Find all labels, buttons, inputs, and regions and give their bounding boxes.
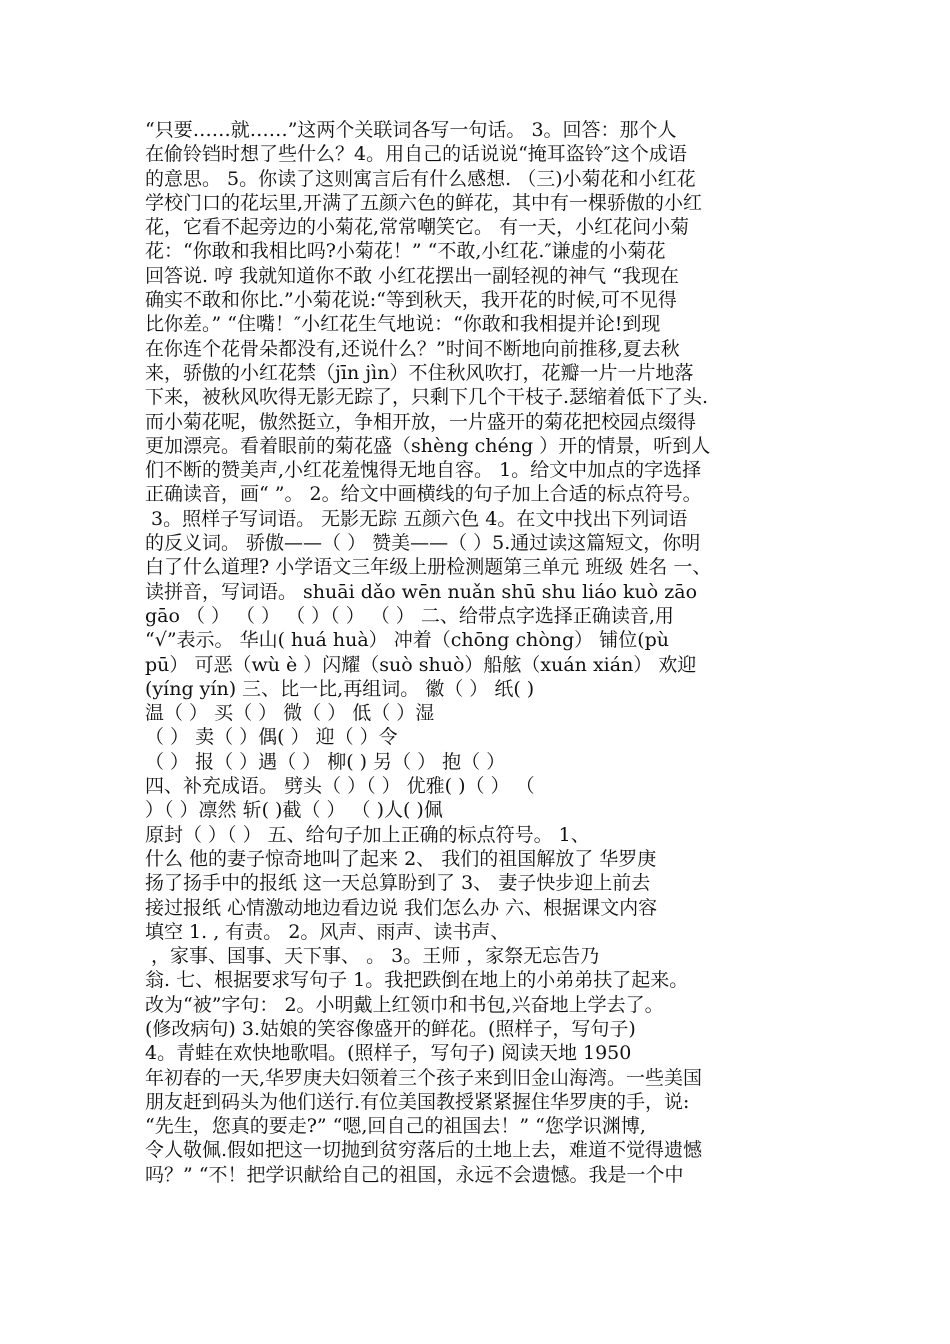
text-line: 4。青蛙在欢快地歌唱。(照样子，写句子) 阅读天地 1950 xyxy=(145,1042,632,1065)
text-line: 比你差。” “住嘴！″小红花生气地说：“你敢和我相提并论!到现 xyxy=(145,313,661,336)
text-line: “只要……就……”这两个关联词各写一句话。 3。回答：那个人 xyxy=(145,119,677,141)
text-line: 扬了扬手中的报纸 这一天总算盼到了 3、 妻子快步迎上前去 xyxy=(145,872,651,895)
text-line: 改为“被”字句： 2。小明戴上红领巾和书包,兴奋地上学去了。 xyxy=(145,993,664,1016)
text-line: 而小菊花呢，傲然挺立，争相开放，一片盛开的菊花把校园点缀得 xyxy=(145,410,697,433)
text-line: 确实不敢和你比.”小菊花说:“等到秋天，我开花的时候,可不见得 xyxy=(145,289,677,312)
text-line: 花，它看不起旁边的小菊花,常常嘲笑它。 有一天，小红花问小菊 xyxy=(145,216,690,239)
text-line: 朋友赶到码头为他们送行.有位美国教授紧紧握住华罗庚的手，说: xyxy=(145,1090,690,1113)
text-line: ）（ ）凛然 斩( )截（ ） （ )人( )佩 xyxy=(145,799,443,822)
text-line: 回答说. 哼 我就知道你不敢 小红花摆出一副轻视的神气 “我现在 xyxy=(145,264,679,287)
text-line: 的意思。 5。你读了这则寓言后有什么感想. （三)小菊花和小红花 xyxy=(145,167,696,190)
text-line: gāo （ ） （ ） （ ）（ ） （ ） 二、给带点字选择正确读音,用 xyxy=(145,604,674,627)
text-line: 下来，被秋风吹得无影无踪了，只剩下几个干枝子.瑟缩着低下了头. xyxy=(145,386,709,409)
text-line: （ ） 报（ ）遇（ ） 柳( ) 另（ ） 抱（ ） xyxy=(145,750,506,773)
text-line: 3。照样子写词语。 无影无踪 五颜六色 4。在文中找出下列词语 xyxy=(145,507,688,530)
text-line: 们不断的赞美声,小红花羞愧得无地自容。 1。给文中加点的字选择 xyxy=(145,459,702,482)
document-page xyxy=(145,118,813,1187)
text-line: (yíng yín) 三、比一比,再组词。 徽（ ） 纸( ) xyxy=(145,677,535,700)
text-line: ，家事、国事、天下事、 。 3。王师 ，家祭无忘告乃 xyxy=(145,945,600,968)
text-line: 吗？” “不！把学识献给自己的祖国，永远不会遗憾。我是一个中 xyxy=(145,1163,684,1186)
text-line: 在你连个花骨朵都没有,还说什么？”时间不断地向前推移,夏去秋 xyxy=(145,337,680,360)
text-line: 花：“你敢和我相比吗?小菊花！” “不敢,小红花.″谦虚的小菊花 xyxy=(145,240,666,263)
text-line: 读拼音，写词语。 shuāi dǎo wēn nuǎn shū shu liáo kuò zāo xyxy=(145,580,698,603)
text-line: 令人敬佩.假如把这一切抛到贫穷落后的土地上去，难道不觉得遗憾 xyxy=(145,1139,703,1162)
text-line: 接过报纸 心情激动地边看边说 我们怎么办 六、根据课文内容 xyxy=(145,896,658,919)
text-line: 的反义词。 骄傲——（ ） 赞美——（ ）5.通过读这篇短文，你明 xyxy=(145,532,701,555)
text-line: 学校门口的花坛里,开满了五颜六色的鲜花，其中有一棵骄傲的小红 xyxy=(145,191,703,214)
text-line: 填空 1. , 有责。 2。风声、雨声、读书声、 xyxy=(145,920,510,943)
text-line: 来，骄傲的小红花禁（jīn jìn）不住秋风吹打，花瓣一片一片地落 xyxy=(145,361,694,384)
text-line: 更加漂亮。看着眼前的菊花盛（shèng chéng ）开的情景，听到人 xyxy=(145,434,711,457)
text-line: 温（ ） 买（ ） 微（ ） 低（ ）湿 xyxy=(145,702,435,725)
text-line: 在偷铃铛时想了些什么？4。用自己的话说说“掩耳盗铃″这个成语 xyxy=(145,143,687,166)
text-line: pū） 可恶（wù è ）闪耀（suò shuò）船舷（xuán xián） 欢迎 xyxy=(145,653,697,676)
text-line: 四、补充成语。 劈头（ ）（ ） 优雅( )（ ） （ xyxy=(145,775,535,798)
text-line: 白了什么道理? 小学语文三年级上册检测题第三单元 班级 姓名 一、 xyxy=(145,556,712,579)
text-line: “√”表示。 华山( huá huà） 冲着（chōng chòng） 铺位(pù xyxy=(145,629,670,652)
text-line: “先生，您真的要走?” “嗯,回自己的祖国去！” “您学识渊博, xyxy=(145,1115,646,1138)
text-line: 原封（ ）（ ） 五、给句子加上正确的标点符号。 1、 xyxy=(145,823,590,846)
text-line: 翁. 七、根据要求写句子 1。我把跌倒在地上的小弟弟扶了起来。 xyxy=(145,969,689,992)
text-line: (修改病句) 3.姑娘的笑容像盛开的鲜花。(照样子，写句子) xyxy=(145,1017,636,1040)
text-line: 正确读音，画“ ”。 2。给文中画横线的句子加上合适的标点符号。 xyxy=(145,483,702,506)
text-line: （ ） 卖（ ）偶( ） 迎（ ）令 xyxy=(145,726,398,749)
text-line: 什么 他的妻子惊奇地叫了起来 2、 我们的祖国解放了 华罗庚 xyxy=(145,847,657,870)
text-line: 年初春的一天,华罗庚夫妇领着三个孩子来到旧金山海湾。一些美国 xyxy=(145,1066,703,1089)
